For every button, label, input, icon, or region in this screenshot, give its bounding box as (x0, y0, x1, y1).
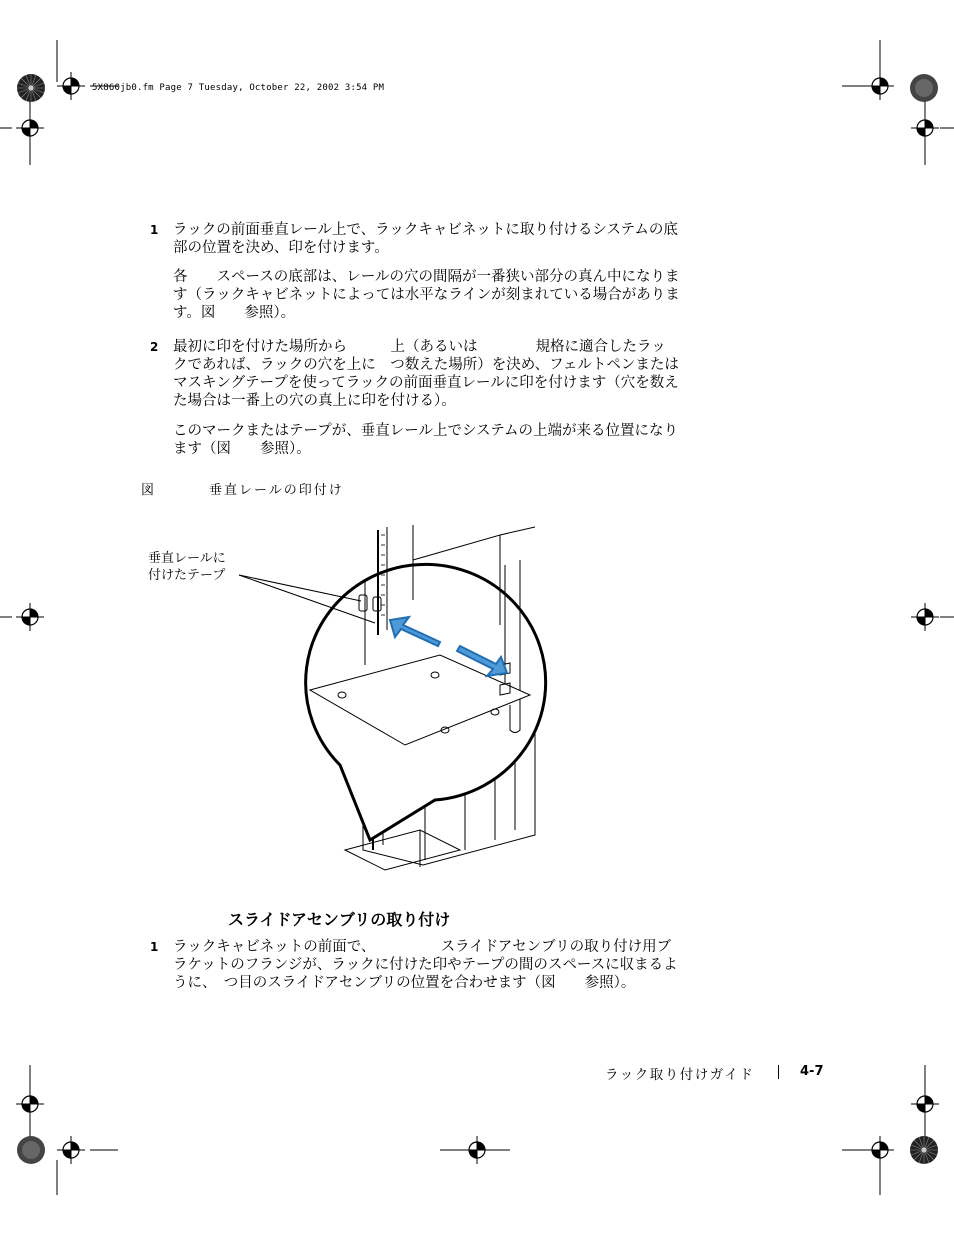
step-number: 1 (150, 223, 159, 237)
step-text (173, 221, 725, 257)
rail-marking-illustration (235, 505, 685, 885)
starburst-target-icon (909, 1135, 939, 1165)
text-line: マスキングテープを使ってラックの前面垂直レールに印を付けます（穴を数え (173, 375, 679, 391)
registration-target-icon (911, 114, 939, 142)
registration-target-icon (911, 603, 939, 631)
text-line: す。図 参照）。 (173, 305, 296, 321)
note-text (173, 268, 725, 322)
registration-target-icon (16, 114, 44, 142)
text-line: このマークまたはテープが、垂直レール上でシステムの上端が来る位置になり (173, 423, 679, 439)
footer-guide-title: ラック取り付けガイド (605, 1067, 755, 1083)
text-line: 垂直レールに (148, 551, 226, 566)
registration-target-icon (911, 1090, 939, 1118)
text-line: 最初に印を付けた場所から 上（あるいは 規格に適合したラッ (173, 339, 666, 355)
registration-target-icon (463, 1136, 491, 1164)
step-number: 2 (150, 340, 159, 354)
text-line: ます（図 参照）。 (173, 441, 311, 457)
step-text (173, 938, 725, 992)
registration-target-icon (57, 72, 85, 100)
text-line: ラケットのフランジが、ラックに付けた印やテープの間のスペースに収まるよ (173, 957, 678, 973)
registration-target-icon (57, 1136, 85, 1164)
text-line: た場合は一番上の穴の真上に印を付ける）。 (173, 393, 456, 409)
figure-caption-prefix: 図 (141, 483, 157, 498)
step-text (173, 338, 725, 410)
registration-target-icon (16, 603, 44, 631)
text-line: ラックの前面垂直レール上で、ラックキャビネットに取り付けるシステムの底 (173, 222, 678, 238)
text-line: す（ラックキャビネットによっては水平なラインが刻まれている場合がありま (173, 287, 680, 303)
text-line: ラックキャビネットの前面で、 スライドアセンブリの取り付け用ブ (173, 939, 672, 955)
text-line: 各 スペースの底部は、レールの穴の間隔が一番狭い部分の真ん中になりま (173, 269, 680, 285)
registration-target-icon (866, 72, 894, 100)
file-info-header: 5X860jb0.fm Page 7 Tuesday, October 22, 2002 3:54 PM (92, 83, 385, 93)
text-line: うに、 つ目のスライドアセンブリの位置を合わせます（図 参照）。 (173, 975, 636, 991)
text-line: 付けたテープ (148, 568, 226, 583)
section-title: スライドアセンブリの取り付け (228, 910, 451, 929)
starburst-target-icon (909, 73, 939, 103)
registration-target-icon (866, 1136, 894, 1164)
note-text (173, 422, 725, 458)
registration-target-icon (16, 1090, 44, 1118)
page-number: 4-7 (800, 1064, 824, 1079)
starburst-target-icon (16, 1135, 46, 1165)
starburst-target-icon (16, 73, 46, 103)
footer-divider (778, 1065, 779, 1079)
text-line: 部の位置を決め、印を付けます。 (173, 240, 389, 256)
step-number: 1 (150, 940, 159, 954)
text-line: クであれば、ラックの穴を上に つ数えた場所）を決め、フェルトペンまたは (173, 357, 679, 373)
figure-caption-title: 垂直レールの印付け (209, 483, 344, 498)
figure-callout-label (148, 550, 226, 584)
